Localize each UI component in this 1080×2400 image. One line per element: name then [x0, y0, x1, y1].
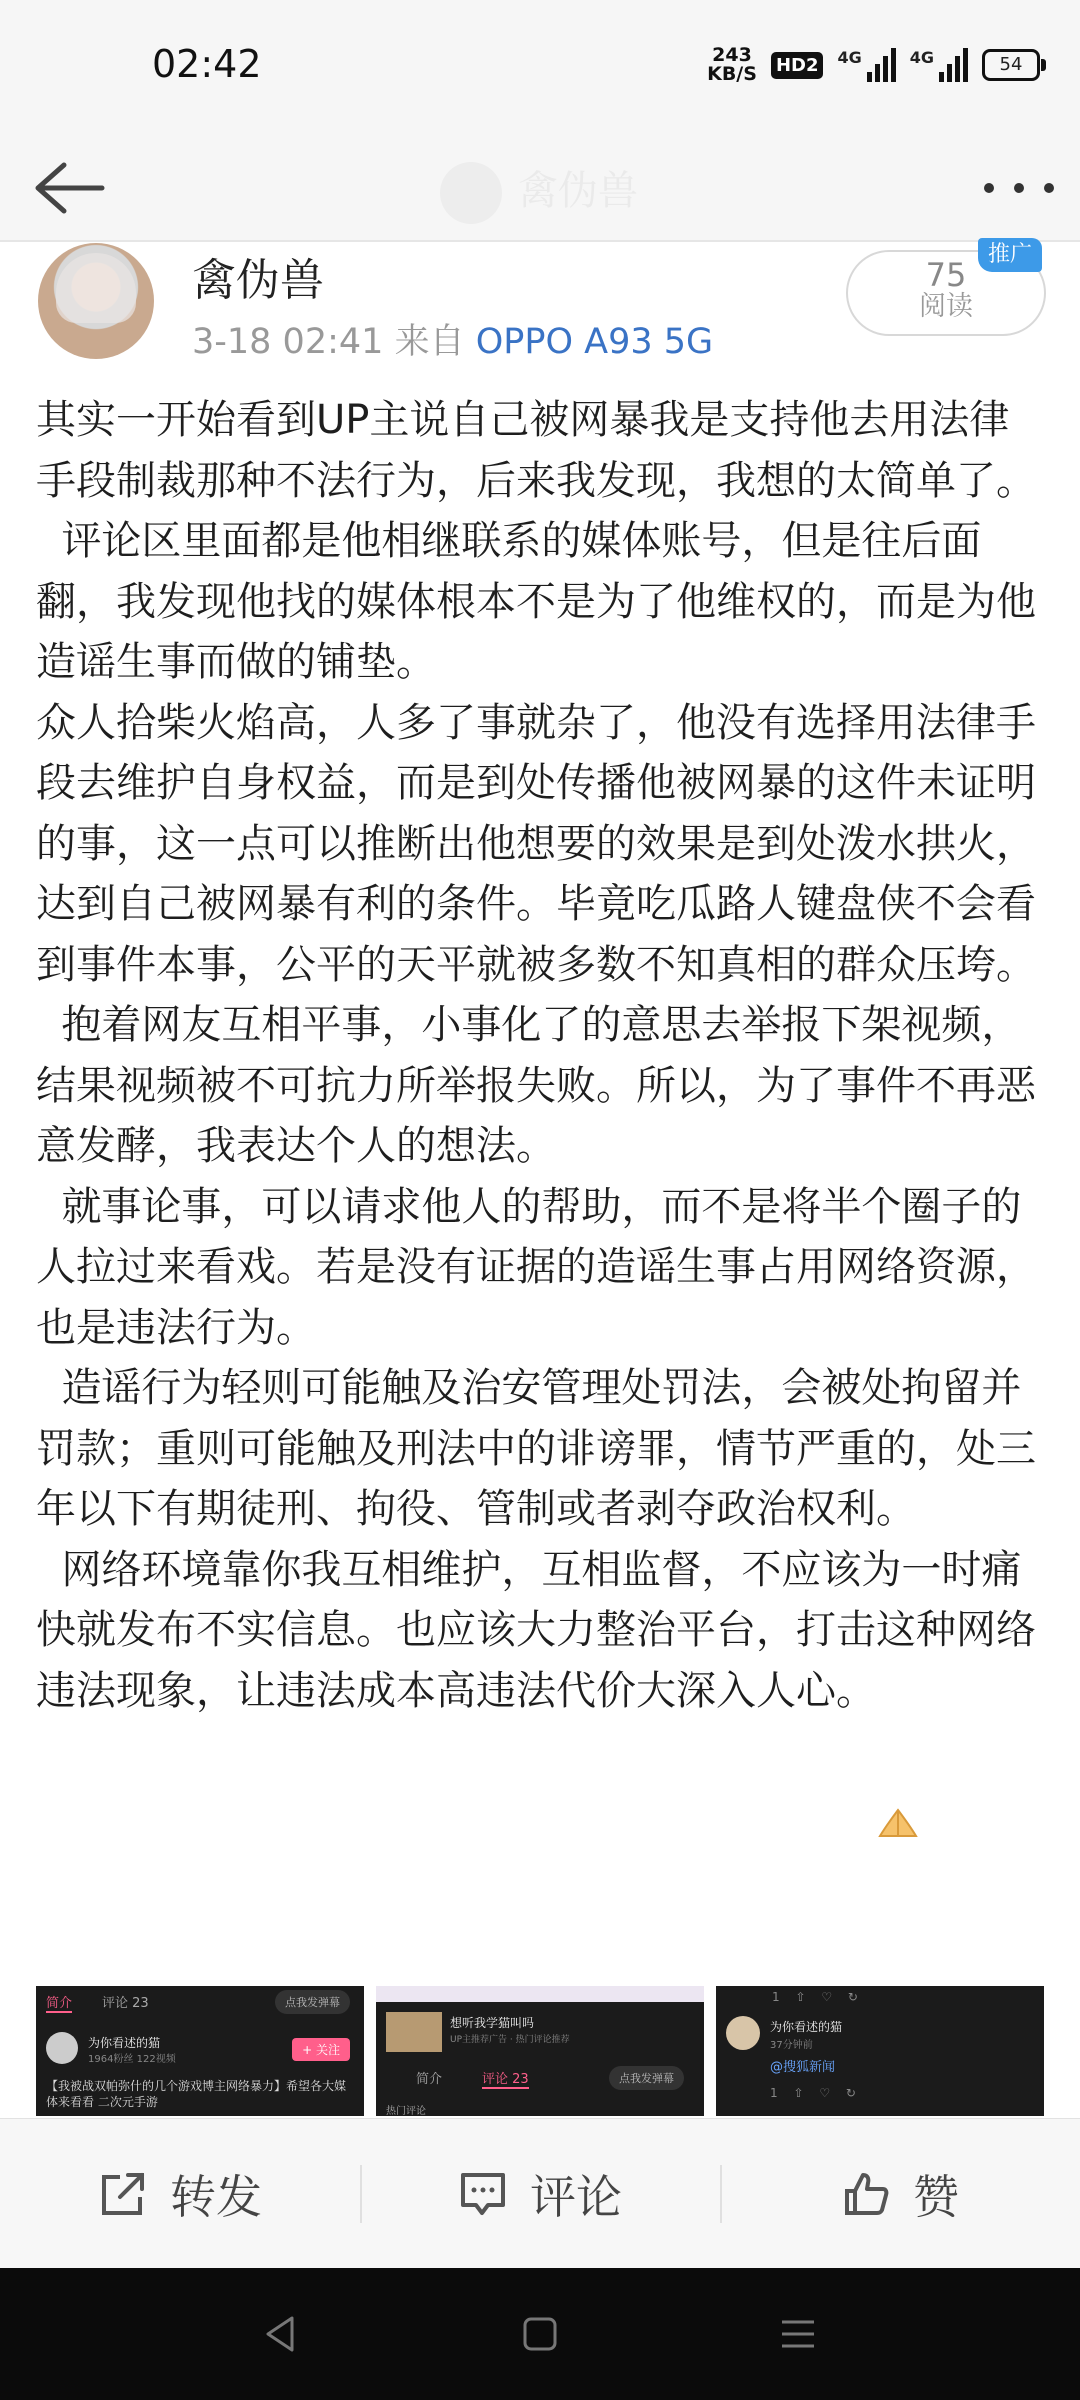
device-link[interactable]: OPPO A93 5G	[475, 322, 714, 362]
header-title: 禽伪兽	[440, 159, 638, 224]
top-nav-bar	[0, 135, 1080, 242]
post-paragraph: 众人拾柴火焰高，人多了事就杂了，他没有选择用法律手段去维护自身权益，而是到处传播他被网暴的这件未证明的事，这一点可以推断出他想要的效果是到处泼水拱火，达到自己被网暴有利的条件。毕竟吃瓜路人键盘侠不会看到事件本事，公平的天平就被多数不知真相的群众压垮。	[36, 699, 1036, 988]
net-speed: 243 KB/S	[707, 44, 757, 85]
post-meta	[192, 314, 713, 364]
post-paragraph-last: 网络环境靠你我互相维护，互相监督，不应该为一时痛快就发布不实信息。也应该大力整治平台，打击这种网络违法现象，让违法成本高违法代价大深入人心。	[36, 1540, 1048, 1722]
nav-home-icon[interactable]	[520, 2314, 560, 2354]
more-dots-icon[interactable]	[984, 173, 1054, 203]
nav-back-icon[interactable]	[262, 2314, 302, 2354]
post-image-1[interactable]: 简介 评论 23 点我发弹幕 为你看述的猫 1964粉丝 122视频 + 关注 【我被战双帕弥什的几个游戏博主网络暴力】希望各大媒体来看看 二次元手游	[36, 1986, 364, 2116]
battery-icon: 54	[982, 49, 1040, 81]
status-bar	[0, 0, 1080, 135]
danmaku-button: 点我发弹幕	[275, 1990, 350, 2014]
post-paragraph: 就事论事，可以请求他人的帮助，而不是将半个圈子的人拉过来看戏。若是没有证据的造谣生事占用网络资源，也是违法行为。	[36, 1183, 1036, 1351]
hd-badge: HD2	[771, 52, 824, 79]
comment-button[interactable]	[360, 2119, 720, 2269]
status-time: 02:42	[152, 42, 262, 86]
action-bar	[0, 2118, 1080, 2269]
post-paragraph: 评论区里面都是他相继联系的媒体账号，但是往后面翻，我发现他找的媒体根本不是为了他维权的，而是为他造谣生事而做的铺垫。	[36, 518, 1036, 685]
comment-label: 评论	[530, 2170, 622, 2224]
signal-icon-sim2: 4G	[910, 48, 968, 82]
post-paragraph: 造谣行为轻则可能触及治安管理处罚法，会被处拘留并罚款；重则可能触及刑法中的诽谤罪，情节严重的，处三年以下有期徒刑、拘役、管制或者剥夺政治权利。	[36, 1365, 1036, 1532]
avatar	[46, 2032, 78, 2064]
share-icon	[98, 2169, 148, 2219]
repost-button[interactable]	[0, 2119, 360, 2269]
author-name[interactable]: 禽伪兽	[192, 255, 324, 306]
back-arrow-icon[interactable]	[28, 153, 108, 223]
status-icons	[707, 46, 1040, 84]
header-avatar	[440, 162, 502, 224]
post-image-3[interactable]: 1 ⇧ ♡ ↻ 为你看述的猫 37分钟前 @搜狐新闻 1 ⇧ ♡ ↻	[716, 1986, 1044, 2116]
nav-menu-icon[interactable]	[778, 2314, 818, 2354]
thumbs-up-icon	[841, 2169, 891, 2219]
post-paragraph: 抱着网友互相平事，小事化了的意思去举报下架视频，结果视频被不可抗力所举报失败。所以，为了事件不再恶意发酵，我表达个人的想法。	[36, 1002, 1036, 1169]
post-body	[36, 390, 1048, 1721]
post-paragraph: 其实一开始看到UP主说自己被网暴我是支持他去用法律手段制裁那种不法行为，后来我发现，我想的太简单了。	[36, 397, 1036, 504]
signal-icon-sim1: 4G	[837, 48, 895, 82]
repost-label: 转发	[170, 2170, 262, 2224]
like-button[interactable]	[720, 2119, 1080, 2269]
post-timestamp: 3-18 02:41	[192, 322, 384, 362]
system-nav-bar	[0, 2268, 1080, 2400]
source-prefix: 来自	[394, 322, 465, 362]
views-label: 阅读	[919, 291, 973, 322]
post-image-2[interactable]: 想听我学猫叫吗 UP主推荐广告 · 热门评论推荐 简介 评论 23 点我发弹幕 热门评论	[376, 1986, 704, 2116]
video-thumbnail	[386, 2012, 442, 2052]
image-grid	[36, 1986, 1044, 2116]
comment-icon	[458, 2169, 508, 2219]
author-avatar[interactable]	[38, 243, 154, 359]
folded-hands-icon	[876, 1676, 920, 1710]
views-count: 75	[925, 256, 967, 294]
like-label: 赞	[913, 2170, 959, 2224]
promo-badge: 推广	[978, 238, 1042, 272]
avatar	[726, 2016, 760, 2050]
